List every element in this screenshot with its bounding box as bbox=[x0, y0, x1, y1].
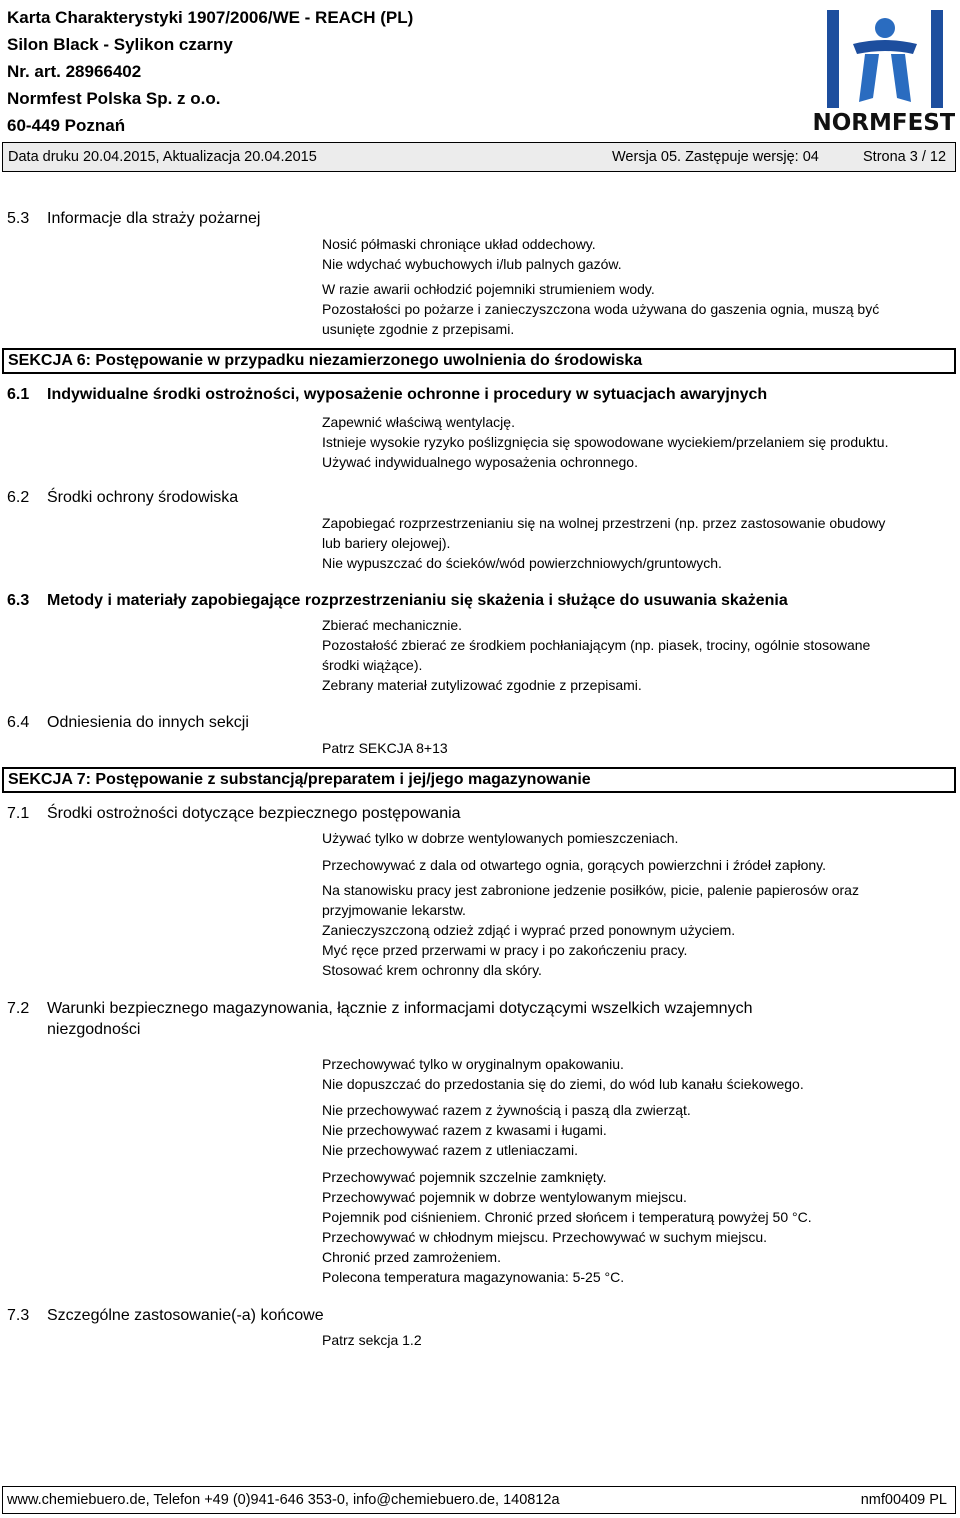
footer-contact: www.chemiebuero.de, Telefon +49 (0)941-646 353-0, info@chemiebuero.de, 140812a bbox=[7, 1492, 560, 1508]
document-title: Karta Charakterystyki 1907/2006/WE - REACH (PL) bbox=[7, 8, 414, 27]
company-name: Normfest Polska Sp. z o.o. bbox=[7, 89, 221, 108]
section-text: Nosić półmaski chroniące układ oddechowy. Nie wdychać wybuchowych i/lub palnych gazów. bbox=[322, 236, 622, 272]
section-number: 6.4 bbox=[7, 714, 30, 731]
section-title: Środki ochrony środowiska bbox=[47, 489, 239, 506]
section-title: Indywidualne środki ostrożności, wyposażenie ochronne i procedury w sytuacjach awaryjnych bbox=[47, 386, 768, 403]
section-text: Zapobiegać rozprzestrzenianiu się na wolnej przestrzeni (np. przez zastosowanie obudowy lub bariery olejowej). Nie wypuszczać do ścieków/wód powierzchniowych/gruntowych. bbox=[322, 515, 886, 571]
section-number: 6.3 bbox=[7, 592, 30, 609]
page-number: Strona 3 / 12 bbox=[863, 149, 947, 165]
product-name: Silon Black - Sylikon czarny bbox=[7, 35, 233, 54]
section-text: Na stanowisku pracy jest zabronione jedzenie posiłków, picie, palenie papierosów oraz przyjmowanie lekarstw. Zanieczyszczoną odzież zdjąć i wyprać przed ponownym użyciem. Myć ręce przed przerwami w pracy i po zakończeniu pracy. Stosować krem ochronny dla skóry. bbox=[322, 882, 859, 978]
section-text: Patrz sekcja 1.2 bbox=[322, 1332, 422, 1348]
section-number: 6.2 bbox=[7, 489, 30, 506]
section-title: Informacje dla straży pożarnej bbox=[47, 210, 261, 227]
section-text: Nie przechowywać razem z żywnością i paszą dla zwierząt. Nie przechowywać razem z kwasami i ługami. Nie przechowywać razem z utleniaczami. bbox=[322, 1102, 691, 1158]
footer-doc-id: nmf00409 PL bbox=[860, 1492, 947, 1508]
section-title: Środki ostrożności dotyczące bezpiecznego postępowania bbox=[47, 805, 461, 822]
document-info-bar bbox=[2, 142, 956, 172]
section-text: Patrz SEKCJA 8+13 bbox=[322, 740, 448, 756]
section-6-header: SEKCJA 6: Postępowanie w przypadku niezamierzonego uwolnienia do środowiska bbox=[2, 348, 956, 374]
section-number: 5.3 bbox=[7, 210, 30, 227]
section-text: Przechowywać pojemnik szczelnie zamknięty. Przechowywać pojemnik w dobrze wentylowanym miejscu. Pojemnik pod ciśnieniem. Chronić przed słońcem i temperaturą powyżej 50 °C. Przechowywać w chłodnym miejscu. Przechowywać w suchym miejscu. Chronić przed zamrożeniem. Polecona temperatura magazynowania: 5-25 °C. bbox=[322, 1169, 812, 1285]
section-text: Przechowywać z dala od otwartego ognia, gorących powierzchni i źródeł zapłony. bbox=[322, 857, 827, 873]
section-7-header: SEKCJA 7: Postępowanie z substancją/preparatem i jej/jego magazynowanie bbox=[2, 767, 956, 793]
article-number: Nr. art. 28966402 bbox=[7, 62, 142, 81]
section-title: Metody i materiały zapobiegające rozprzestrzenianiu się skażenia i służące do usuwania skażenia bbox=[47, 592, 788, 609]
print-date: Data druku 20.04.2015, Aktualizacja 20.04.2015 bbox=[8, 149, 317, 165]
section-text: Przechowywać tylko w oryginalnym opakowaniu. Nie dopuszczać do przedostania się do ziemi, do wód lub kanału ściekowego. bbox=[322, 1056, 804, 1092]
section-number: 7.3 bbox=[7, 1307, 30, 1324]
section-title: Szczególne zastosowanie(-a) końcowe bbox=[47, 1307, 324, 1324]
company-city: 60-449 Poznań bbox=[7, 116, 126, 135]
section-text: Zbierać mechanicznie. Pozostałość zbierać ze środkiem pochłaniającym (np. piasek, trociny, ogólnie stosowane środki wiążące). Zebrany materiał zutylizować zgodnie z przepisami. bbox=[322, 617, 871, 693]
section-text: W razie awarii ochłodzić pojemniki strumieniem wody. Pozostałości po pożarze i zanieczyszczona woda używana do gaszenia ognia, muszą być usunięte zgodnie z przepisami. bbox=[322, 281, 880, 337]
section-number: 7.2 bbox=[7, 1000, 30, 1017]
section-title: Warunki bezpiecznego magazynowania, łącznie z informacjami dotyczącymi wszelkich wzajemnych bbox=[47, 1000, 753, 1017]
version-info: Wersja 05. Zastępuje wersję: 04 bbox=[612, 149, 819, 165]
normfest-logo bbox=[813, 6, 955, 136]
section-text: Zapewnić właściwą wentylację. Istnieje wysokie ryzyko poślizgnięcia się spowodowane wyciekiem/przelaniem się produktu. Używać indywidualnego wyposażenia ochronnego. bbox=[322, 414, 889, 470]
section-number: 7.1 bbox=[7, 805, 30, 822]
section-text: Używać tylko w dobrze wentylowanych pomieszczeniach. bbox=[322, 830, 679, 846]
page-footer bbox=[2, 1486, 956, 1514]
section-number: 6.1 bbox=[7, 386, 30, 403]
section-title: Odniesienia do innych sekcji bbox=[47, 714, 249, 731]
svg-text:NORMFEST: NORMFEST bbox=[813, 110, 955, 136]
section-title-continued: niezgodności bbox=[47, 1021, 141, 1038]
